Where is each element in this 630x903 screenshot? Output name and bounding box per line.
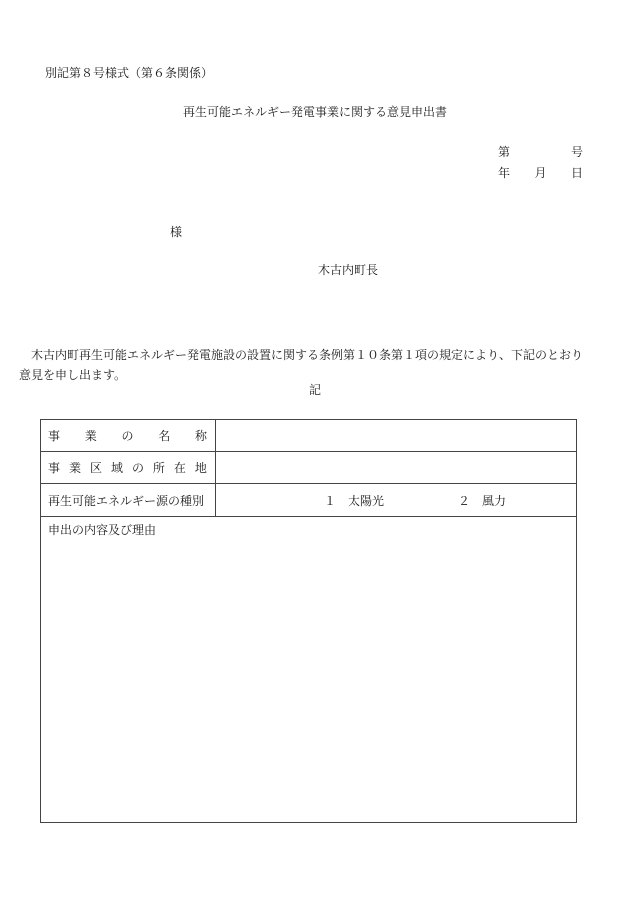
document-number-line (498, 146, 583, 158)
form-reference: 別記第８号様式（第６条関係） (45, 66, 214, 80)
label-char: 称 (194, 429, 207, 443)
label-char: 業 (84, 429, 97, 443)
label-char: 業 (68, 461, 81, 475)
document-title: 再生可能エネルギー発電事業に関する意見申出書 (182, 105, 447, 119)
reason-field[interactable] (41, 517, 576, 822)
label-char: の (131, 461, 144, 475)
project-location-row (41, 452, 576, 484)
number-dai: 第 (498, 145, 511, 159)
label-char: 域 (110, 461, 123, 475)
label-char: 区 (89, 461, 102, 475)
number-go: 号 (570, 145, 583, 159)
label-char: 地 (194, 461, 207, 475)
energy-type-row (41, 484, 576, 517)
opinion-form-table (40, 419, 577, 823)
energy-option-wind[interactable]: ２ 風力 (458, 493, 507, 508)
label-char: 事 (48, 461, 61, 475)
addressee-honorific: 様 (170, 225, 183, 239)
energy-type-options (216, 484, 576, 516)
date-year: 年 (498, 166, 511, 180)
date-line (498, 167, 583, 179)
sender-name: 木古内町長 (318, 263, 379, 277)
project-location-label (41, 452, 216, 483)
label-char: 事 (48, 429, 61, 443)
date-day: 日 (570, 166, 583, 180)
project-name-label (41, 420, 216, 451)
label-char: の (121, 429, 134, 443)
ki-heading: 記 (308, 383, 321, 397)
label-char: 所 (152, 461, 165, 475)
project-name-row (41, 420, 576, 452)
date-month: 月 (534, 166, 547, 180)
body-paragraph: 木古内町再生可能エネルギー発電施設の設置に関する条例第１０条第１項の規定により、下記のとおり意見を申し出ます。 (19, 348, 584, 382)
energy-type-label: 再生可能エネルギー源の種別 (41, 484, 216, 516)
energy-option-solar[interactable]: １ 太陽光 (324, 493, 385, 508)
reason-label: 申出の内容及び理由 (48, 523, 157, 537)
project-name-field[interactable] (216, 420, 576, 451)
label-char: 名 (158, 429, 171, 443)
label-char: 在 (173, 461, 186, 475)
project-location-field[interactable] (216, 452, 576, 483)
